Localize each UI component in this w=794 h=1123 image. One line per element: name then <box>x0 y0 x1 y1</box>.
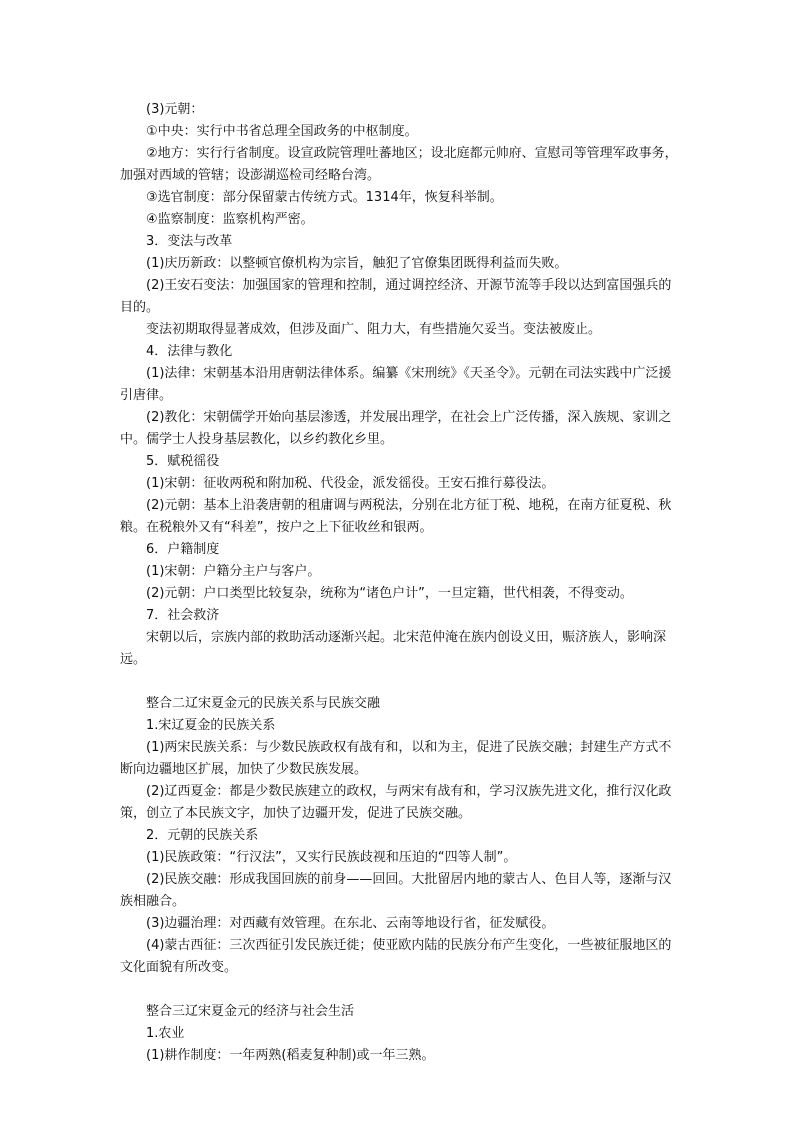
section-heading: 3．变法与改革 <box>146 234 233 249</box>
section-heading: 2．元朝的民族关系 <box>146 828 259 843</box>
paragraph: (2)教化：宋朝儒学开始向基层渗透，并发展出理学，在社会上广泛传播，深入族规、家训之中。儒学士人投身基层教化，以乡约教化乡里。 <box>120 410 672 447</box>
blank-line <box>120 979 680 1001</box>
paragraph: (4)蒙古西征：三次西征引发民族迁徙；使亚欧内陆的民族分布产生变化，一些被征服地区的文化面貌有所改变。 <box>120 938 672 975</box>
document-body <box>120 99 680 1067</box>
paragraph: (2)元朝：户口类型比较复杂，统称为“诸色户计”，一旦定籍，世代相袭，不得变动。 <box>146 586 633 601</box>
subsection-yuan: (3)元朝： <box>146 102 204 117</box>
paragraph: (2)王安石变法：加强国家的管理和控制，通过调控经济、开源节流等手段以达到富国强兵的目的。 <box>120 278 672 315</box>
paragraph: ①中央：实行中书省总理全国政务的中枢制度。 <box>146 124 418 139</box>
section-heading: 5．赋税徭役 <box>146 454 220 469</box>
paragraph: ④监察制度：监察机构严密。 <box>146 212 314 227</box>
paragraph: (1)法律：宋朝基本沿用唐朝法律体系。编纂《宋刑统》《天圣令》。元朝在司法实践中广泛援引唐律。 <box>120 366 672 403</box>
section-heading: 4．法律与教化 <box>146 344 233 359</box>
section-heading: 7．社会救济 <box>146 608 220 623</box>
chapter-heading: 整合二辽宋夏金元的民族关系与民族交融 <box>146 696 381 711</box>
paragraph: ③选官制度：部分保留蒙古传统方式。1314年，恢复科举制。 <box>146 190 503 205</box>
paragraph: (2)民族交融：形成我国回族的前身——回回。大批留居内地的蒙古人、色目人等，逐渐与汉族相融合。 <box>120 872 672 909</box>
paragraph: (1)宋朝：征收两税和附加税、代役金，派发徭役。王安石推行募役法。 <box>146 476 555 491</box>
paragraph: (1)两宋民族关系：与少数民族政权有战有和，以和为主，促进了民族交融；封建生产方式不断向边疆地区扩展，加快了少数民族发展。 <box>120 740 672 777</box>
chapter-heading: 整合三辽宋夏金元的经济与社会生活 <box>146 1004 355 1019</box>
paragraph: (1)宋朝：户籍分主户与客户。 <box>146 564 321 579</box>
paragraph: ②地方：实行行省制度。设宣政院管理吐蕃地区；设北庭都元帅府、宣慰司等管理军政事务，加强对西域的管辖；设澎湖巡检司经略台湾。 <box>120 146 678 183</box>
paragraph: (1)民族政策：“行汉法”，又实行民族歧视和压迫的“四等人制”。 <box>146 850 517 865</box>
paragraph: (1)耕作制度：一年两熟(稻麦复种制)或一年三熟。 <box>146 1048 435 1063</box>
paragraph: (1)庆历新政：以整顿官僚机构为宗旨，触犯了官僚集团既得利益而失败。 <box>146 256 568 271</box>
paragraph: (2)辽西夏金：都是少数民族建立的政权，与两宋有战有和，学习汉族先进文化，推行汉化政策，创立了本民族文字，加快了边疆开发，促进了民族交融。 <box>120 784 672 821</box>
section-heading: 6．户籍制度 <box>146 542 220 557</box>
section-heading: 1.宋辽夏金的民族关系 <box>146 718 276 733</box>
paragraph: 变法初期取得显著成效，但涉及面广、阻力大，有些措施欠妥当。变法被废止。 <box>146 322 602 337</box>
paragraph: (2)元朝：基本上沿袭唐朝的租庸调与两税法，分别在北方征丁税、地税，在南方征夏税、秋粮。在税粮外又有“科差”，按户之上下征收丝和银两。 <box>120 498 672 535</box>
paragraph: 宋朝以后，宗族内部的救助活动逐渐兴起。北宋范仲淹在族内创设义田，赈济族人，影响深远。 <box>120 630 667 667</box>
section-heading: 1.农业 <box>146 1026 185 1041</box>
paragraph: (3)边疆治理：对西藏有效管理。在东北、云南等地设行省，征发赋役。 <box>146 916 555 931</box>
blank-line <box>120 671 680 693</box>
